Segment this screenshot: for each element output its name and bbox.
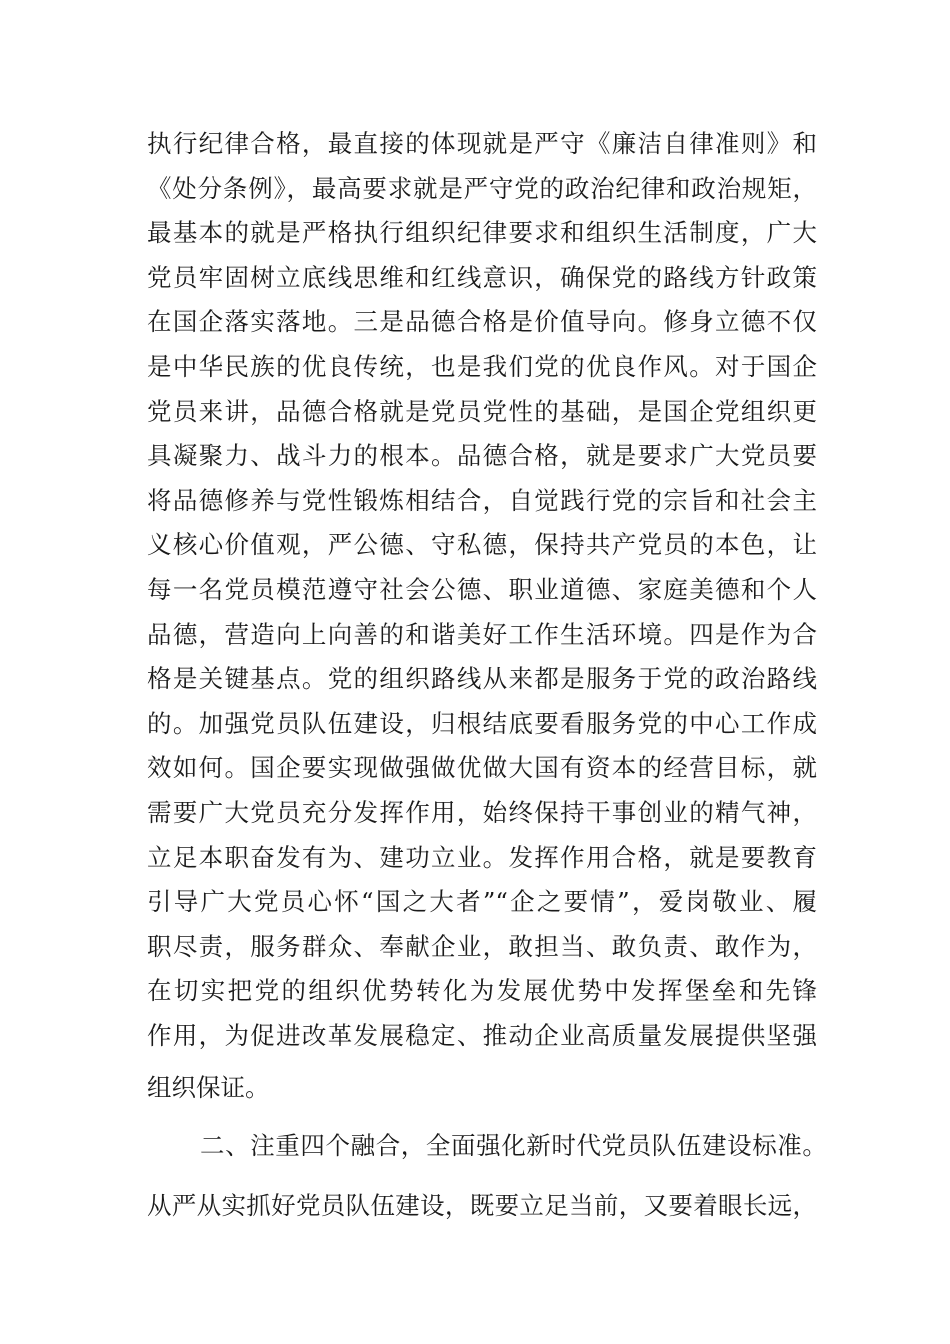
text-line: 执行纪律合格，最直接的体现就是严守《廉洁自律准则》和 (147, 129, 817, 158)
text-line: 《处分条例》，最高要求就是严守党的政治纪律和政治规矩， (147, 173, 817, 203)
text-line: 品德，营造向上向善的和谐美好工作生活环境。四是作为合 (147, 619, 817, 649)
text-line: 党员牢固树立底线思维和红线意识，确保党的路线方针政策 (147, 262, 817, 292)
paragraph-end-line: 组织保证。 (147, 1073, 270, 1103)
text-line: 最基本的就是严格执行组织纪律要求和组织生活制度，广大 (147, 218, 817, 248)
text-line: 效如何。国企要实现做强做优做大国有资本的经营目标，就 (147, 753, 817, 783)
text-line: 在切实把党的组织优势转化为发展优势中发挥堡垒和先锋 (147, 976, 817, 1006)
text-line: 格是关键基点。党的组织路线从来都是服务于党的政治路线 (147, 664, 817, 694)
text-line: 义核心价值观，严公德、守私德，保持共产党员的本色，让 (147, 530, 817, 560)
text-line: 需要广大党员充分发挥作用，始终保持干事创业的精气神， (147, 797, 817, 827)
body-text (147, 122, 828, 1234)
text-line: 职尽责，服务群众、奉献企业，敢担当、敢负责、敢作为， (147, 931, 817, 961)
text-line: 的。加强党员队伍建设，归根结底要看服务党的中心工作成 (147, 708, 817, 738)
text-line: 立足本职奋发有为、建功立业。发挥作用合格，就是要教育 (147, 842, 817, 872)
text-line: 作用，为促进改革发展稳定、推动企业高质量发展提供坚强 (147, 1020, 817, 1050)
text-line: 将品德修养与党性锻炼相结合，自觉践行党的宗旨和社会主 (147, 485, 817, 515)
text-line: 每一名党员模范遵守社会公德、职业道德、家庭美德和个人 (147, 574, 817, 604)
text-line: 引导广大党员心怀“国之大者”“企之要情”，爱岗敬业、履 (147, 887, 817, 917)
text-line: 具凝聚力、战斗力的根本。品德合格，就是要求广大党员要 (147, 441, 817, 471)
text-line: 是中华民族的优良传统，也是我们党的优良作风。对于国企 (147, 351, 817, 381)
section-heading: 二、注重四个融合，全面强化新时代党员队伍建设标准。 (200, 1131, 828, 1161)
text-line: 党员来讲，品德合格就是党员党性的基础，是国企党组织更 (147, 396, 817, 426)
text-line: 从严从实抓好党员队伍建设，既要立足当前，又要着眼长远， (147, 1191, 817, 1221)
text-line: 在国企落实落地。三是品德合格是价值导向。修身立德不仅 (147, 307, 817, 337)
